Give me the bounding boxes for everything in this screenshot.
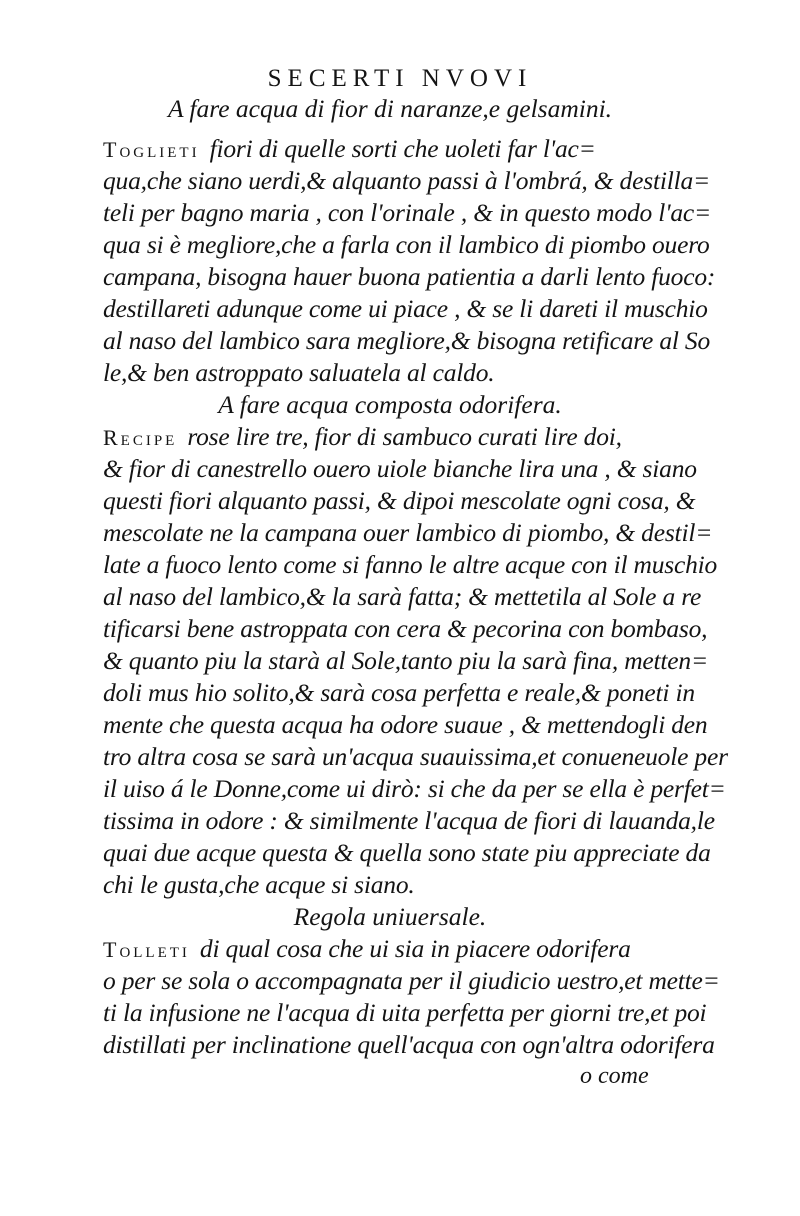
line-text: rose lire tre, fior di sambuco curati lire doi,	[187, 422, 622, 451]
text-line: mente che questa acqua ha odore suaue , & mettendogli den	[103, 710, 708, 739]
section-heading: Regola uniuersale.	[293, 902, 487, 931]
text-line: al naso del lambico,& la sarà fatta; & mettetila al Sole a re	[103, 582, 702, 611]
text-line: teli per bagno maria , con l'orinale , & in questo modo l'ac=	[103, 198, 712, 227]
text-line: & fior di canestrello ouero uiole bianche lira una , & siano	[103, 454, 697, 483]
text-line: tro altra cosa se sarà un'acqua suauissima,et conueneuole per	[103, 742, 728, 771]
text-line: & quanto piu la starà al Sole,tanto piu la sarà fina, metten=	[103, 646, 708, 675]
lead-word: Toglieti	[103, 137, 200, 162]
text-line: ti la infusione ne l'acqua di uita perfetta per giorni tre,et poi	[103, 998, 707, 1027]
text-line: late a fuoco lento come si fanno le altre acque con il muschio	[103, 550, 718, 579]
text-line: le,& ben astroppato saluatela al caldo.	[103, 358, 495, 387]
text-line: qua si è megliore,che a farla con il lambico di piombo ouero	[103, 230, 710, 259]
text-line: qua,che siano uerdi,& alquanto passi à l'ombrá, & destilla=	[103, 166, 711, 195]
text-line: questi fiori alquanto passi, & dipoi mescolate ogni cosa, &	[103, 486, 696, 515]
section-heading: A fare acqua di fior di naranze,e gelsamini.	[167, 94, 613, 123]
text-line: tissima in odore : & similmente l'acqua de fiori di lauanda,le	[103, 806, 715, 835]
line-text: fiori di quelle sorti che uoleti far l'ac=	[209, 134, 596, 163]
section-heading: A fare acqua composta odorifera.	[218, 390, 562, 419]
text-line: al naso del lambico sara megliore,& bisogna retificare al So	[103, 326, 711, 355]
text-line: destillareti adunque come ui piace , & se li dareti il muschio	[103, 294, 708, 323]
text-line: tificarsi bene astroppata con cera & pecorina con bombaso,	[103, 614, 708, 643]
lead-word: Tolleti	[103, 937, 190, 962]
text-line: campana, bisogna hauer buona patientia a darli lento fuoco:	[103, 262, 716, 291]
text-line: o per se sola o accompagnata per il giudicio uestro,et mette=	[103, 966, 720, 995]
lead-word: Recipe	[103, 425, 178, 450]
line-text: di qual cosa che ui sia in piacere odorifera	[199, 934, 631, 963]
text-line: chi le gusta,che acque si siano.	[103, 870, 415, 899]
text-line: doli mus hio solito,& sarà cosa perfetta e reale,& poneti in	[103, 678, 695, 707]
text-line	[103, 422, 691, 453]
text-line	[103, 934, 691, 965]
text-line: distillati per inclinatione quell'acqua con ogn'altra odorifera	[103, 1030, 715, 1059]
text-line: quai due acque questa & quella sono state piu appreciate da	[103, 838, 711, 867]
text-line	[103, 134, 691, 165]
catchword: o come	[580, 1063, 649, 1089]
text-line: mescolate ne la campana ouer lambico di piombo, & destil=	[103, 518, 713, 547]
text-line: il uiso á le Donne,come ui dirò: si che da per se ella è perfet=	[103, 774, 726, 803]
running-head: SECERTI NVOVI	[267, 65, 533, 92]
